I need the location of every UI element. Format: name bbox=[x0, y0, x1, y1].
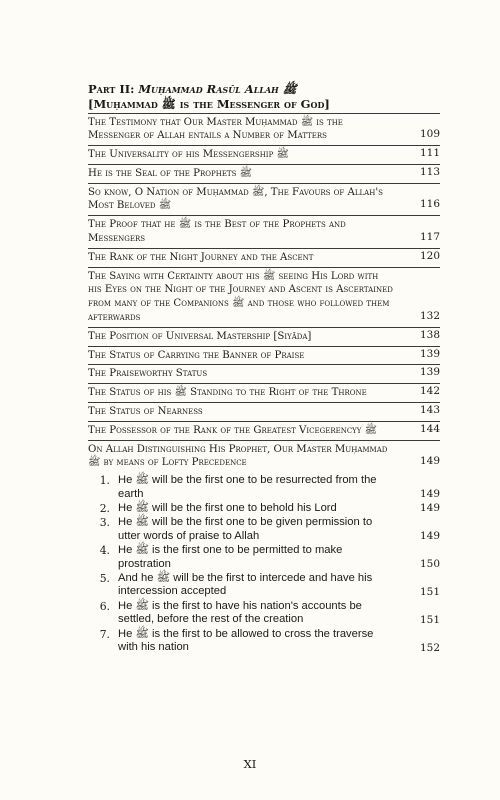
item-text: And he ﷺ will be the first to intercede and have his intercession accepted bbox=[118, 572, 373, 598]
entry-title: On Allah Distinguishing His Prophet, Our Master Muḥammad ﷺ by means of Lofty Precedence bbox=[88, 443, 388, 469]
list-item bbox=[88, 599, 440, 627]
item-text: He ﷺ is the first to be allowed to cross the traverse with his nation bbox=[118, 627, 374, 654]
list-item bbox=[88, 473, 440, 501]
entry-page: 132 bbox=[419, 310, 440, 323]
entry-title: He is the Seal of the Prophets ﷺ bbox=[88, 167, 252, 179]
item-page: 152 bbox=[419, 641, 440, 654]
entry-page: 109 bbox=[419, 128, 440, 141]
list-item bbox=[88, 571, 440, 599]
part-name: Muḥammad Rasūl Allah ﷺ bbox=[138, 82, 297, 96]
item-number: 4. bbox=[99, 544, 110, 558]
toc-entry bbox=[88, 422, 440, 441]
toc-entry bbox=[88, 403, 440, 422]
item-page: 150 bbox=[419, 558, 440, 571]
toc-entry bbox=[88, 268, 440, 328]
item-page: 151 bbox=[419, 613, 440, 626]
toc-entry bbox=[88, 441, 440, 473]
part-title bbox=[88, 82, 440, 97]
item-page: 149 bbox=[419, 502, 440, 515]
toc-entry bbox=[88, 328, 440, 347]
part-label: Part II: bbox=[88, 82, 139, 96]
table-of-contents bbox=[88, 82, 440, 655]
toc-entry bbox=[88, 365, 440, 384]
item-page: 149 bbox=[419, 530, 440, 543]
entry-title: The Proof that he ﷺ is the Best of the Prophets and Messengers bbox=[88, 219, 346, 245]
entry-page: 111 bbox=[419, 147, 440, 160]
toc-entry bbox=[88, 165, 440, 184]
list-item bbox=[88, 543, 440, 571]
toc-entry bbox=[88, 114, 440, 147]
entry-page: 138 bbox=[419, 328, 440, 341]
entry-page: 142 bbox=[419, 385, 440, 398]
entry-title: The Status of his ﷺ Standing to the Right of the Throne bbox=[88, 387, 367, 399]
item-number: 3. bbox=[99, 516, 110, 530]
entry-title: So know, O Nation of Muḥammad ﷺ, The Favours of Allah's Most Beloved ﷺ bbox=[88, 186, 383, 212]
entry-title: The Possessor of the Rank of the Greatest Vicegerencyy ﷺ bbox=[88, 424, 377, 436]
item-text: He ﷺ is the first one to be permitted to make prostration bbox=[118, 544, 343, 570]
item-number: 7. bbox=[99, 627, 110, 641]
entry-page: 144 bbox=[419, 422, 440, 435]
entry-page: 120 bbox=[419, 249, 440, 262]
entry-title: The Testimony that Our Master Muḥammad ﷺ is the Messenger of Allah entails a Number of Matters bbox=[88, 116, 343, 142]
page-number: XI bbox=[243, 757, 257, 771]
item-text: He ﷺ will be the first one to be given permission to utter words of praise to Allah bbox=[118, 516, 373, 542]
entry-title: The Praiseworthy Status bbox=[88, 368, 208, 380]
entry-page: 149 bbox=[419, 455, 440, 468]
item-number: 2. bbox=[99, 502, 110, 516]
toc-entry bbox=[88, 249, 440, 268]
entry-title: The Saying with Certainty about his ﷺ seeing His Lord with his Eyes on the Night of the Journey and Ascent is Ascertained from many of the Companions ﷺ and those who followed them afterwards bbox=[88, 270, 393, 324]
item-text: He ﷺ will be the first one to be resurrected from the earth bbox=[118, 474, 377, 500]
item-number: 1. bbox=[99, 474, 110, 488]
entry-title: The Status of Carrying the Banner of Praise bbox=[88, 349, 305, 361]
entry-title: The Universality of his Messengership ﷺ bbox=[88, 149, 289, 161]
entry-page: 116 bbox=[419, 198, 440, 211]
entry-title: The Position of Universal Mastership [Siyāda] bbox=[88, 330, 312, 342]
toc-entry bbox=[88, 216, 440, 249]
part-subtitle: [Muḥammad ﷺ is the Messenger of God] bbox=[88, 97, 440, 114]
entry-page: 139 bbox=[419, 366, 440, 379]
toc-entries bbox=[88, 114, 440, 473]
numbered-list bbox=[88, 473, 440, 654]
entry-page: 113 bbox=[419, 165, 440, 178]
item-text: He ﷺ is the first to have his nation's accounts be settled, before the rest of the creation bbox=[118, 599, 362, 626]
item-page: 149 bbox=[419, 488, 440, 501]
entry-title: The Status of Nearness bbox=[88, 406, 203, 418]
toc-entry bbox=[88, 184, 440, 217]
entry-title: The Rank of the Night Journey and the Ascent bbox=[88, 251, 314, 263]
entry-page: 117 bbox=[419, 231, 440, 244]
list-item bbox=[88, 501, 440, 515]
list-item bbox=[88, 627, 440, 655]
toc-entry bbox=[88, 347, 440, 366]
item-number: 5. bbox=[99, 572, 110, 586]
list-item bbox=[88, 515, 440, 543]
toc-entry bbox=[88, 146, 440, 165]
entry-page: 139 bbox=[419, 347, 440, 360]
entry-page: 143 bbox=[419, 404, 440, 417]
toc-entry bbox=[88, 384, 440, 403]
item-page: 151 bbox=[419, 586, 440, 599]
item-number: 6. bbox=[99, 599, 110, 613]
item-text: He ﷺ will be the first one to behold his Lord bbox=[118, 502, 337, 515]
